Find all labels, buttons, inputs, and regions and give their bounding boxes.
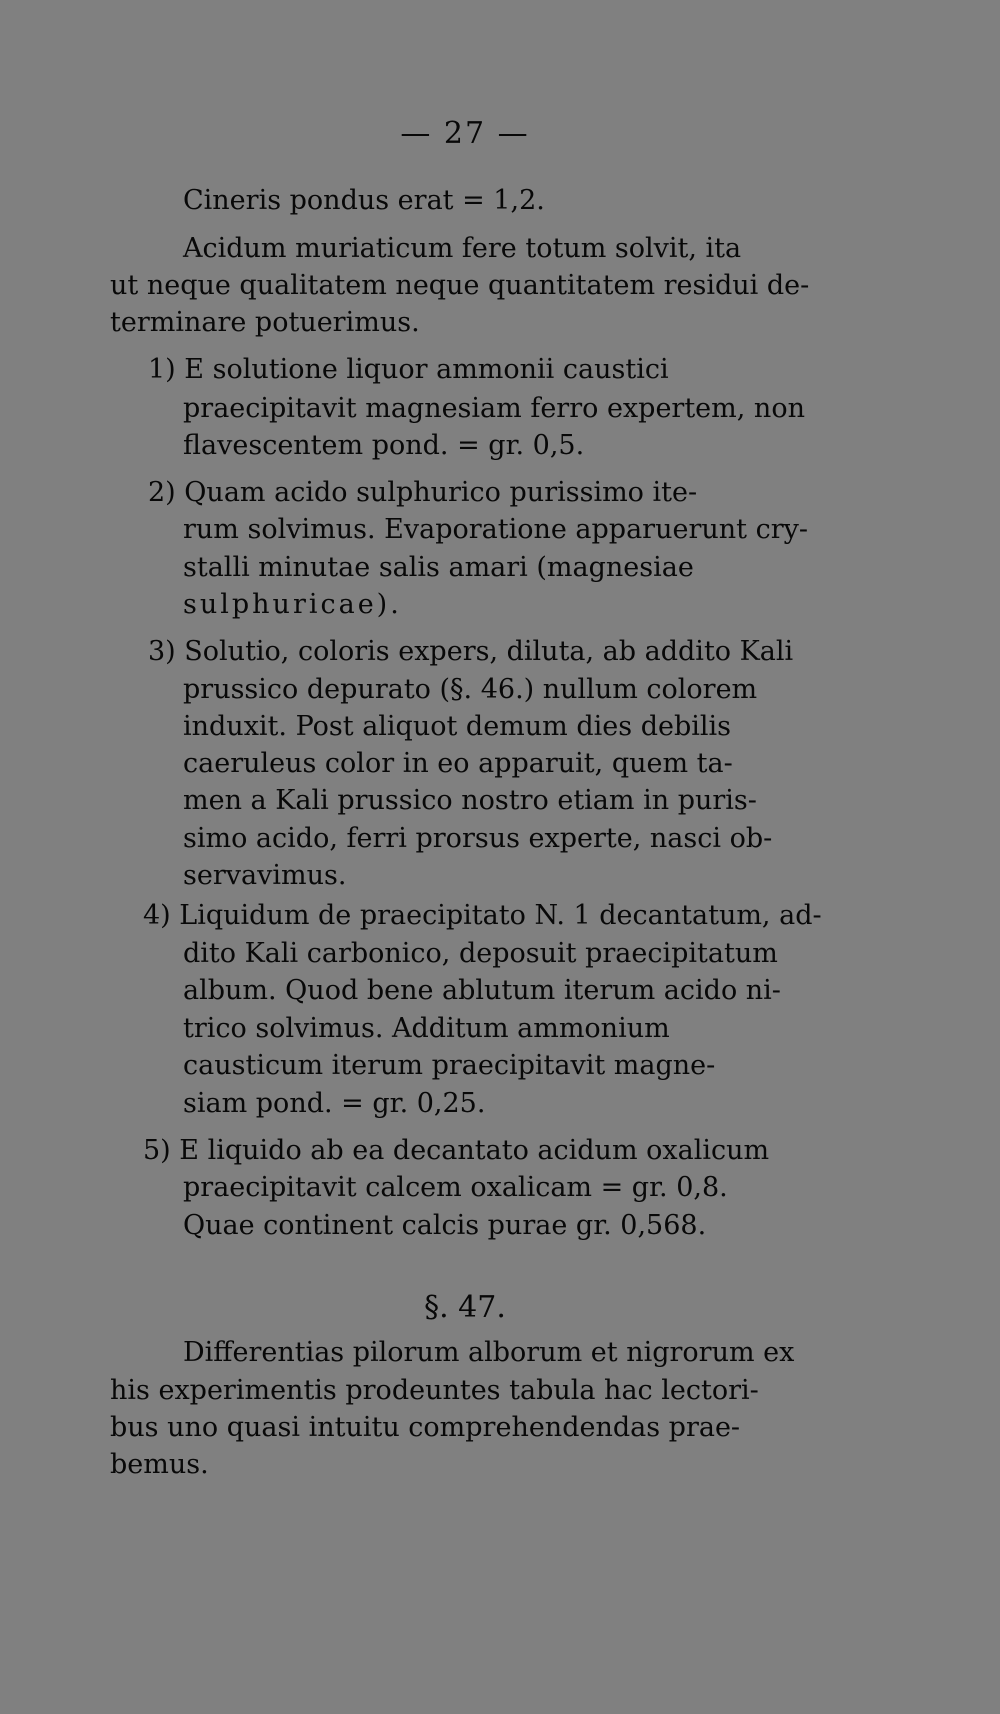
text-line: bus uno quasi intuitu comprehendendas prae- — [110, 1412, 741, 1443]
page-number: — 27 — — [400, 116, 530, 151]
text-line: terminare potuerimus. — [110, 307, 420, 338]
text-line: siam pond. = gr. 0,25. — [183, 1088, 486, 1119]
text-line: sulphuricae). — [183, 589, 402, 620]
text-line: servavimus. — [183, 860, 347, 891]
text-line: trico solvimus. Additum ammonium — [183, 1013, 670, 1044]
text-line: prussico depurato (§. 46.) nullum colorem — [183, 674, 758, 705]
text-line: Quae continent calcis purae gr. 0,568. — [183, 1210, 707, 1241]
text-line: 2) Quam acido sulphurico purissimo ite- — [148, 477, 698, 508]
text-line: flavescentem pond. = gr. 0,5. — [183, 430, 585, 461]
text-line: 4) Liquidum de praecipitato N. 1 decantatum, ad- — [143, 900, 822, 931]
section-heading: §. 47. — [424, 1290, 506, 1325]
text-line: 1) E solutione liquor ammonii caustici — [148, 354, 669, 385]
text-line: Differentias pilorum alborum et nigrorum ex — [183, 1337, 795, 1368]
text-line: his experimentis prodeuntes tabula hac lectori- — [110, 1375, 759, 1406]
text-line: simo acido, ferri prorsus experte, nasci ob- — [183, 823, 773, 854]
text-line: 3) Solutio, coloris expers, diluta, ab addito Kali — [148, 636, 794, 667]
text-line: Cineris pondus erat = 1,2. — [183, 185, 545, 216]
text-line: stalli minutae salis amari (magnesiae — [183, 552, 694, 583]
text-line: bemus. — [110, 1449, 209, 1480]
text-line: induxit. Post aliquot demum dies debilis — [183, 711, 732, 742]
text-line: caeruleus color in eo apparuit, quem ta- — [183, 748, 733, 779]
text-line: 5) E liquido ab ea decantato acidum oxalicum — [143, 1135, 770, 1166]
text-line: rum solvimus. Evaporatione apparuerunt cry- — [183, 514, 808, 545]
text-line: causticum iterum praecipitavit magne- — [183, 1050, 716, 1081]
text-line: ut neque qualitatem neque quantitatem residui de- — [110, 270, 810, 301]
text-line: praecipitavit calcem oxalicam = gr. 0,8. — [183, 1172, 728, 1203]
text-line: dito Kali carbonico, deposuit praecipitatum — [183, 938, 778, 969]
text-line: Acidum muriaticum fere totum solvit, ita — [183, 233, 742, 264]
text-line: praecipitavit magnesiam ferro expertem, non — [183, 393, 805, 424]
text-line: men a Kali prussico nostro etiam in puris- — [183, 785, 757, 816]
text-line: album. Quod bene ablutum iterum acido ni- — [183, 975, 781, 1006]
